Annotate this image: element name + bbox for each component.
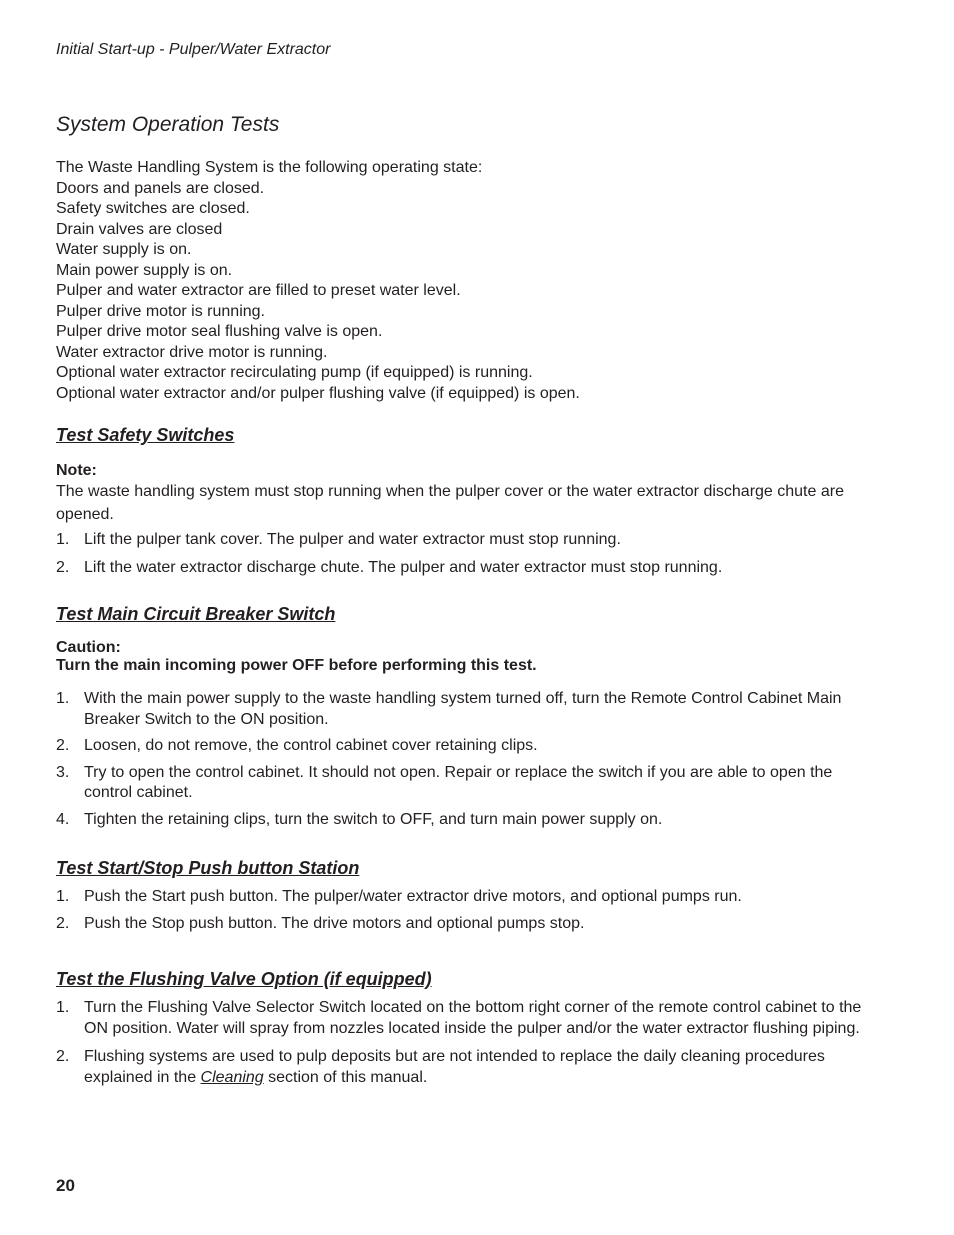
step-number: 1. xyxy=(56,999,70,1016)
step-number: 2. xyxy=(56,737,70,754)
section-heading-safety-switches: Test Safety Switches xyxy=(56,425,235,445)
breaker-steps-list xyxy=(56,689,876,830)
page-number: 20 xyxy=(56,1176,75,1195)
intro-line: Water extractor drive motor is running. xyxy=(56,343,328,361)
caution-label: Caution: xyxy=(56,639,121,656)
step-text: Lift the pulper tank cover. The pulper and water extractor must stop running. xyxy=(84,531,621,548)
list-item xyxy=(56,1047,876,1088)
caution-text: Turn the main incoming power OFF before performing this test. xyxy=(56,657,537,674)
step-number: 4. xyxy=(56,810,70,828)
step-text: With the main power supply to the waste handling system turned off, turn the Remote Control Cabinet Main Breaker Switch to the ON position. xyxy=(84,690,842,728)
step-number: 2. xyxy=(56,558,70,576)
step-text: Loosen, do not remove, the control cabinet cover retaining clips. xyxy=(84,737,538,754)
intro-line: Water supply is on. xyxy=(56,241,192,258)
list-item xyxy=(56,998,876,1039)
intro-line: Safety switches are closed. xyxy=(56,200,250,217)
push-button-steps-list xyxy=(56,887,876,934)
running-head: Initial Start-up - Pulper/Water Extractor xyxy=(56,41,331,58)
intro-line: Optional water extractor recirculating pump (if equipped) is running. xyxy=(56,364,533,381)
section-heading-main-breaker: Test Main Circuit Breaker Switch xyxy=(56,604,336,624)
cleaning-section-reference: Cleaning xyxy=(200,1068,264,1086)
step-text: Tighten the retaining clips, turn the switch to OFF, and turn main power supply on. xyxy=(84,810,663,828)
list-item xyxy=(56,558,876,579)
step-number: 1. xyxy=(56,531,70,548)
list-item xyxy=(56,763,876,804)
note-label: Note: xyxy=(56,462,97,479)
step-text: Try to open the control cabinet. It should not open. Repair or replace the switch if you are able to open the control cabinet. xyxy=(84,763,833,801)
step-text-part: Flushing systems are used to pulp deposits but are not intended to replace the daily cleaning procedures explained in the xyxy=(84,1048,825,1086)
note-text: The waste handling system must stop running when the pulper cover or the water extractor discharge chute are opened. xyxy=(56,483,844,523)
step-number: 2. xyxy=(56,914,70,932)
list-item xyxy=(56,689,876,730)
intro-line: Optional water extractor and/or pulper flushing valve (if equipped) is open. xyxy=(56,384,580,402)
section-heading-push-button-station: Test Start/Stop Push button Station xyxy=(56,858,360,878)
intro-line: The Waste Handling System is the following operating state: xyxy=(56,159,483,176)
operating-state-list xyxy=(56,158,580,404)
flushing-steps-list xyxy=(56,998,876,1088)
step-text: Push the Stop push button. The drive motors and optional pumps stop. xyxy=(84,914,585,932)
list-item xyxy=(56,736,876,757)
intro-line: Pulper and water extractor are filled to preset water level. xyxy=(56,282,461,299)
step-text xyxy=(84,1048,825,1086)
list-item xyxy=(56,530,876,551)
step-text-part: section of this manual. xyxy=(263,1068,428,1086)
step-number: 3. xyxy=(56,763,70,781)
step-text: Push the Start push button. The pulper/water extractor drive motors, and optional pumps run. xyxy=(84,888,742,905)
step-text: Turn the Flushing Valve Selector Switch located on the bottom right corner of the remote control cabinet to the ON position. Water will spray from nozzles located inside the pulper and/or the water extractor flushing piping. xyxy=(84,999,862,1037)
list-item xyxy=(56,887,876,908)
step-number: 1. xyxy=(56,690,70,707)
safety-steps-list xyxy=(56,530,876,578)
intro-line: Pulper drive motor seal flushing valve is open. xyxy=(56,323,383,340)
step-text: Lift the water extractor discharge chute. The pulper and water extractor must stop running. xyxy=(84,558,723,576)
page-title: System Operation Tests xyxy=(56,113,280,136)
intro-line: Doors and panels are closed. xyxy=(56,179,265,197)
step-number: 1. xyxy=(56,888,70,905)
list-item xyxy=(56,914,876,935)
intro-line: Main power supply is on. xyxy=(56,261,233,279)
intro-line: Pulper drive motor is running. xyxy=(56,302,265,320)
step-number: 2. xyxy=(56,1048,70,1065)
intro-line: Drain valves are closed xyxy=(56,220,223,238)
section-heading-flushing-valve: Test the Flushing Valve Option (if equipped) xyxy=(56,969,432,989)
list-item xyxy=(56,810,876,831)
